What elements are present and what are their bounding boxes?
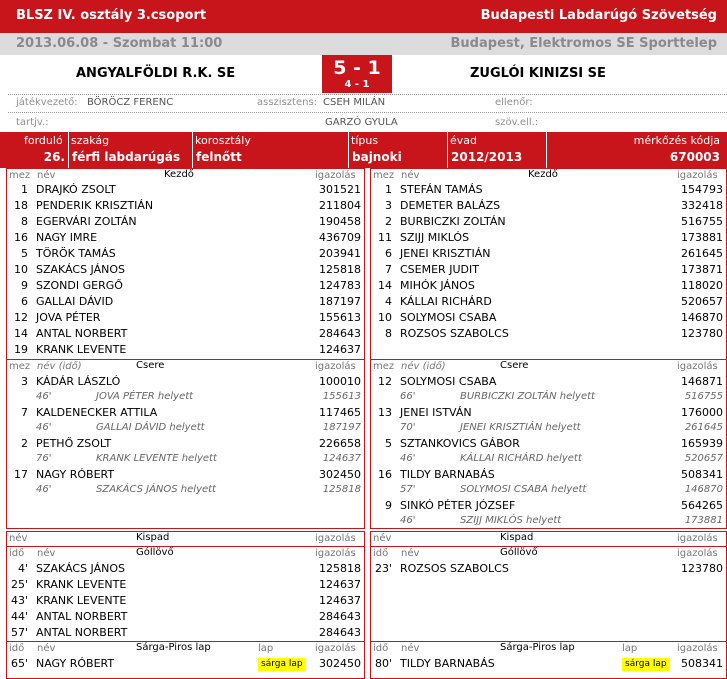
player-name: JOVA PÉTER (36, 311, 101, 324)
col-header: igazolás (315, 361, 356, 372)
player-name: PETHŐ ZSOLT (36, 437, 112, 450)
col-header: igazolás (677, 533, 718, 544)
shirt-number: 9 (385, 499, 392, 512)
shirt-number: 10 (14, 263, 28, 276)
goal-minute: 4' (17, 562, 28, 575)
col-header: igazolás (677, 643, 718, 654)
player-id: 146871 (681, 375, 723, 388)
player-id: 436709 (319, 231, 361, 244)
col-header: név (401, 548, 420, 559)
section-title: Sárga-Piros lap (500, 642, 575, 653)
player-id: 187197 (319, 295, 361, 308)
section-title: Sárga-Piros lap (136, 642, 211, 653)
player-id: 173871 (681, 263, 723, 276)
shirt-number: 13 (378, 406, 392, 419)
player-name: SOLYMOSI CSABA (400, 375, 497, 388)
col-header: idő (373, 643, 389, 654)
shirt-number: 10 (378, 311, 392, 324)
scorer-name: SZAKÁCS JÁNOS (36, 562, 125, 575)
section-title: Csere (136, 360, 165, 371)
scorer-name: KRANK LEVENTE (36, 594, 127, 607)
col-header: név (37, 170, 56, 181)
replaced-player: JENEI KRISZTIÁN helyett (460, 422, 581, 433)
shirt-number: 2 (21, 437, 28, 450)
sub-minute: 46' (36, 422, 52, 433)
player-id: 176000 (681, 406, 723, 419)
player-name: BURBICZKI ZOLTÁN (400, 215, 506, 228)
player-id: 165939 (681, 437, 723, 450)
col-header: igazolás (315, 548, 356, 559)
player-id: 124637 (319, 343, 361, 356)
player-name: PENDERIK KRISZTIÁN (36, 199, 154, 212)
sub-minute: 46' (36, 484, 52, 495)
shirt-number: 6 (21, 295, 28, 308)
col-header: név (401, 170, 420, 181)
section-title: Kezdő (164, 169, 194, 180)
player-id: 100010 (319, 375, 361, 388)
player-id: 118020 (681, 279, 723, 292)
shirt-number: 16 (378, 468, 392, 481)
player-name: JENEI ISTVÁN (400, 406, 472, 419)
assistant-label: asszisztens: (257, 97, 318, 108)
goal-minute: 25' (10, 578, 28, 591)
replaced-player-id: 520657 (684, 453, 723, 464)
col-header: igazolás (677, 361, 718, 372)
scorer-id: 124637 (319, 594, 361, 607)
scorer-id: 284643 (319, 610, 361, 623)
referee-label: játékvezető: (16, 97, 78, 108)
player-id: 146870 (681, 311, 723, 324)
player-id: 516755 (681, 215, 723, 228)
player-id: 173881 (681, 231, 723, 244)
player-id: 284643 (319, 327, 361, 340)
replaced-player-id: 261645 (684, 422, 723, 433)
replaced-player: SOLYMOSI CSABA helyett (460, 484, 587, 495)
replaced-player-id: 124637 (322, 453, 361, 464)
player-name: KALDENECKER ATTILA (36, 406, 158, 419)
player-name: JENEI KRISZTIÁN (400, 247, 491, 260)
branch-value: férfi labdarúgás (72, 150, 181, 164)
shirt-number: 11 (378, 231, 392, 244)
goal-minute: 44' (10, 610, 28, 623)
divider (6, 546, 365, 547)
code-cell: mérkőzés kódja 670003 (546, 132, 727, 168)
season-value: 2012/2013 (451, 150, 523, 164)
sub-minute: 46' (400, 515, 416, 526)
col-header: igazolás (315, 533, 356, 544)
shirt-number: 9 (21, 279, 28, 292)
halftime-score: 4 - 1 (344, 79, 370, 90)
col-header: lap (258, 643, 274, 654)
goal-minute: 23' (374, 562, 392, 575)
player-id: 203941 (319, 247, 361, 260)
round-value: 26. (43, 150, 65, 164)
scorer-id: 125818 (319, 562, 361, 575)
player-name: KÁDÁR LÁSZLÓ (36, 375, 121, 388)
shirt-number: 7 (21, 406, 28, 419)
scorer-id: 124637 (319, 578, 361, 591)
col-header: idő (9, 548, 25, 559)
sub-minute: 70' (400, 422, 416, 433)
section-title: Góllövő (136, 547, 174, 558)
assistant-2: GARZÓ GYULA (325, 117, 398, 128)
shirt-number: 14 (378, 279, 392, 292)
shirt-number: 2 (385, 215, 392, 228)
player-id: 302450 (319, 468, 361, 481)
player-name: KÁLLAI RICHÁRD (400, 295, 492, 308)
col-header: idő (9, 643, 25, 654)
scorer-name: KRANK LEVENTE (36, 578, 127, 591)
shirt-number: 14 (14, 327, 28, 340)
replaced-player-id: 125818 (322, 484, 361, 495)
player-name: SZAKÁCS JÁNOS (36, 263, 125, 276)
shirt-number: 16 (14, 231, 28, 244)
replaced-player: KRANK LEVENTE helyett (96, 453, 217, 464)
shirt-number: 3 (21, 375, 28, 388)
player-name: SZIJJ MIKLÓS (400, 231, 470, 244)
competition-bar (0, 0, 727, 33)
sub-minute: 76' (36, 453, 52, 464)
referee-name: BÖRÖCZ FERENC (87, 97, 174, 108)
scorer-id: 284643 (319, 626, 361, 639)
player-name: EGERVÁRI ZOLTÁN (36, 215, 137, 228)
replaced-player-id: 187197 (322, 422, 361, 433)
shirt-number: 8 (21, 215, 28, 228)
col-header: név (373, 533, 392, 544)
season-cell: évad 2012/2013 (447, 132, 547, 168)
player-name: MIHÓK JÁNOS (400, 279, 475, 292)
sub-minute: 57' (400, 484, 416, 495)
card-player: TILDY BARNABÁS (400, 657, 495, 670)
player-id: 508341 (681, 468, 723, 481)
replaced-player: SZIJJ MIKLÓS helyett (460, 515, 562, 526)
replaced-player: BURBICZKI ZOLTÁN helyett (460, 391, 595, 402)
federation-controller-label: szöv.ell.: (495, 117, 539, 128)
match-venue: Budapest, Elektromos SE Sporttelep (450, 36, 717, 51)
player-id: 117465 (319, 406, 361, 419)
shirt-number: 3 (385, 199, 392, 212)
player-name: ANTAL NORBERT (36, 327, 128, 340)
col-header: név (37, 548, 56, 559)
player-name: CSEMER JUDIT (400, 263, 479, 276)
shirt-number: 8 (385, 327, 392, 340)
home-team: ANGYALFÖLDI R.K. SE (76, 66, 236, 81)
player-id: 124783 (319, 279, 361, 292)
replaced-player-id: 146870 (684, 484, 723, 495)
col-header: igazolás (677, 548, 718, 559)
player-name: KRANK LEVENTE (36, 343, 127, 356)
shirt-number: 4 (385, 295, 392, 308)
card-minute: 80' (374, 657, 392, 670)
scorer-name: ANTAL NORBERT (36, 610, 128, 623)
player-id: 125818 (319, 263, 361, 276)
player-id: 520657 (681, 295, 723, 308)
sub-minute: 66' (400, 391, 416, 402)
player-id: 226658 (319, 437, 361, 450)
col-header: mez (373, 361, 395, 372)
shirt-number: 18 (14, 199, 28, 212)
shirt-number: 1 (21, 183, 28, 196)
player-name: SOLYMOSI CSABA (400, 311, 497, 324)
match-info-bar (0, 132, 727, 168)
player-name: SINKÓ PÉTER JÓZSEF (400, 499, 516, 512)
player-id: 332418 (681, 199, 723, 212)
col-header: lap (622, 643, 638, 654)
player-id: 211804 (319, 199, 361, 212)
player-id: 190458 (319, 215, 361, 228)
yellow-card-badge: sárga lap (258, 658, 306, 671)
col-header: név (idő) (37, 361, 82, 372)
col-header: mez (9, 170, 31, 181)
goal-minute: 43' (10, 594, 28, 607)
col-header: név (401, 643, 420, 654)
replaced-player: KÁLLAI RICHÁRD helyett (460, 453, 582, 464)
shirt-number: 12 (378, 375, 392, 388)
assistant-1: CSEH MILÁN (323, 97, 386, 108)
player-name: GALLAI DÁVID (36, 295, 114, 308)
player-name: SZONDI GERGŐ (36, 279, 123, 292)
card-player: NAGY RÓBERT (36, 657, 115, 670)
player-id: 123780 (681, 327, 723, 340)
player-name: NAGY RÓBERT (36, 468, 115, 481)
replaced-player: JOVA PÉTER helyett (96, 391, 194, 402)
sub-minute: 46' (36, 391, 52, 402)
match-date: 2013.06.08 - Szombat 11:00 (16, 36, 223, 51)
branch-cell: szakág férfi labdarúgás (68, 132, 193, 168)
col-header: név (37, 643, 56, 654)
col-header: igazolás (677, 170, 718, 181)
player-name: TÖRÖK TAMÁS (36, 247, 116, 260)
col-header: igazolás (315, 170, 356, 181)
player-name: DEMETER BALÁZS (400, 199, 501, 212)
player-name: STEFÁN TAMÁS (400, 183, 483, 196)
away-team: ZUGLÓI KINIZSI SE (470, 66, 606, 81)
scorer-id: 123780 (681, 562, 723, 575)
player-name: TILDY BARNABÁS (400, 468, 495, 481)
federation-name: Budapesti Labdarúgó Szövetség (480, 8, 717, 23)
replaced-player-id: 155613 (322, 391, 361, 402)
age-cell: korosztály felnőtt (192, 132, 349, 168)
replaced-player-id: 516755 (684, 391, 723, 402)
divider (6, 359, 365, 360)
player-id: 261645 (681, 247, 723, 260)
type-cell: típus bajnoki (348, 132, 448, 168)
col-header: igazolás (315, 643, 356, 654)
player-id: 154793 (681, 183, 723, 196)
col-header: mez (9, 361, 31, 372)
controller-label: ellenőr: (495, 97, 533, 108)
code-value: 670003 (669, 150, 720, 164)
divider (370, 359, 727, 360)
player-name: DRAJKÓ ZSOLT (36, 183, 116, 196)
col-header: mez (373, 170, 395, 181)
replaced-player-id: 173881 (684, 515, 723, 526)
type-value: bajnoki (352, 150, 402, 164)
competition-title: BLSZ IV. osztály 3.csoport (16, 8, 207, 23)
card-player-id: 302450 (319, 657, 361, 670)
shirt-number: 17 (14, 468, 28, 481)
divider (370, 546, 727, 547)
date-bar (0, 33, 727, 55)
shirt-number: 1 (385, 183, 392, 196)
shirt-number: 5 (385, 437, 392, 450)
player-id: 564265 (681, 499, 723, 512)
shirt-number: 7 (385, 263, 392, 276)
section-title: Góllövő (500, 547, 538, 558)
shirt-number: 5 (21, 247, 28, 260)
shirt-number: 6 (385, 247, 392, 260)
col-header: név (idő) (401, 361, 446, 372)
player-name: ROZSOS SZABOLCS (400, 327, 509, 340)
replaced-player: GALLAI DÁVID helyett (96, 422, 205, 433)
shirt-number: 12 (14, 311, 28, 324)
final-score: 5 - 1 (333, 57, 381, 79)
score-box (322, 55, 392, 93)
section-title: Kezdő (528, 169, 558, 180)
player-name: NAGY IMRE (36, 231, 98, 244)
section-title: Csere (500, 360, 529, 371)
player-id: 301521 (319, 183, 361, 196)
fourth-official-label: tartjv.: (16, 117, 49, 128)
goal-minute: 57' (10, 626, 28, 639)
card-minute: 65' (10, 657, 28, 670)
player-id: 155613 (319, 311, 361, 324)
sub-minute: 46' (400, 453, 416, 464)
yellow-card-badge: sárga lap (622, 658, 670, 671)
round-cell: forduló 26. (24, 134, 65, 164)
section-title: Kispad (500, 532, 534, 543)
col-header: név (9, 533, 28, 544)
col-header: idő (373, 548, 389, 559)
scorer-name: ROZSOS SZABOLCS (400, 562, 509, 575)
replaced-player: SZAKÁCS JÁNOS helyett (96, 484, 216, 495)
age-value: felnőtt (196, 150, 242, 164)
card-player-id: 508341 (681, 657, 723, 670)
scorer-name: ANTAL NORBERT (36, 626, 128, 639)
section-title: Kispad (136, 532, 170, 543)
shirt-number: 19 (14, 343, 28, 356)
player-name: SZTANKOVICS GÁBOR (400, 437, 520, 450)
